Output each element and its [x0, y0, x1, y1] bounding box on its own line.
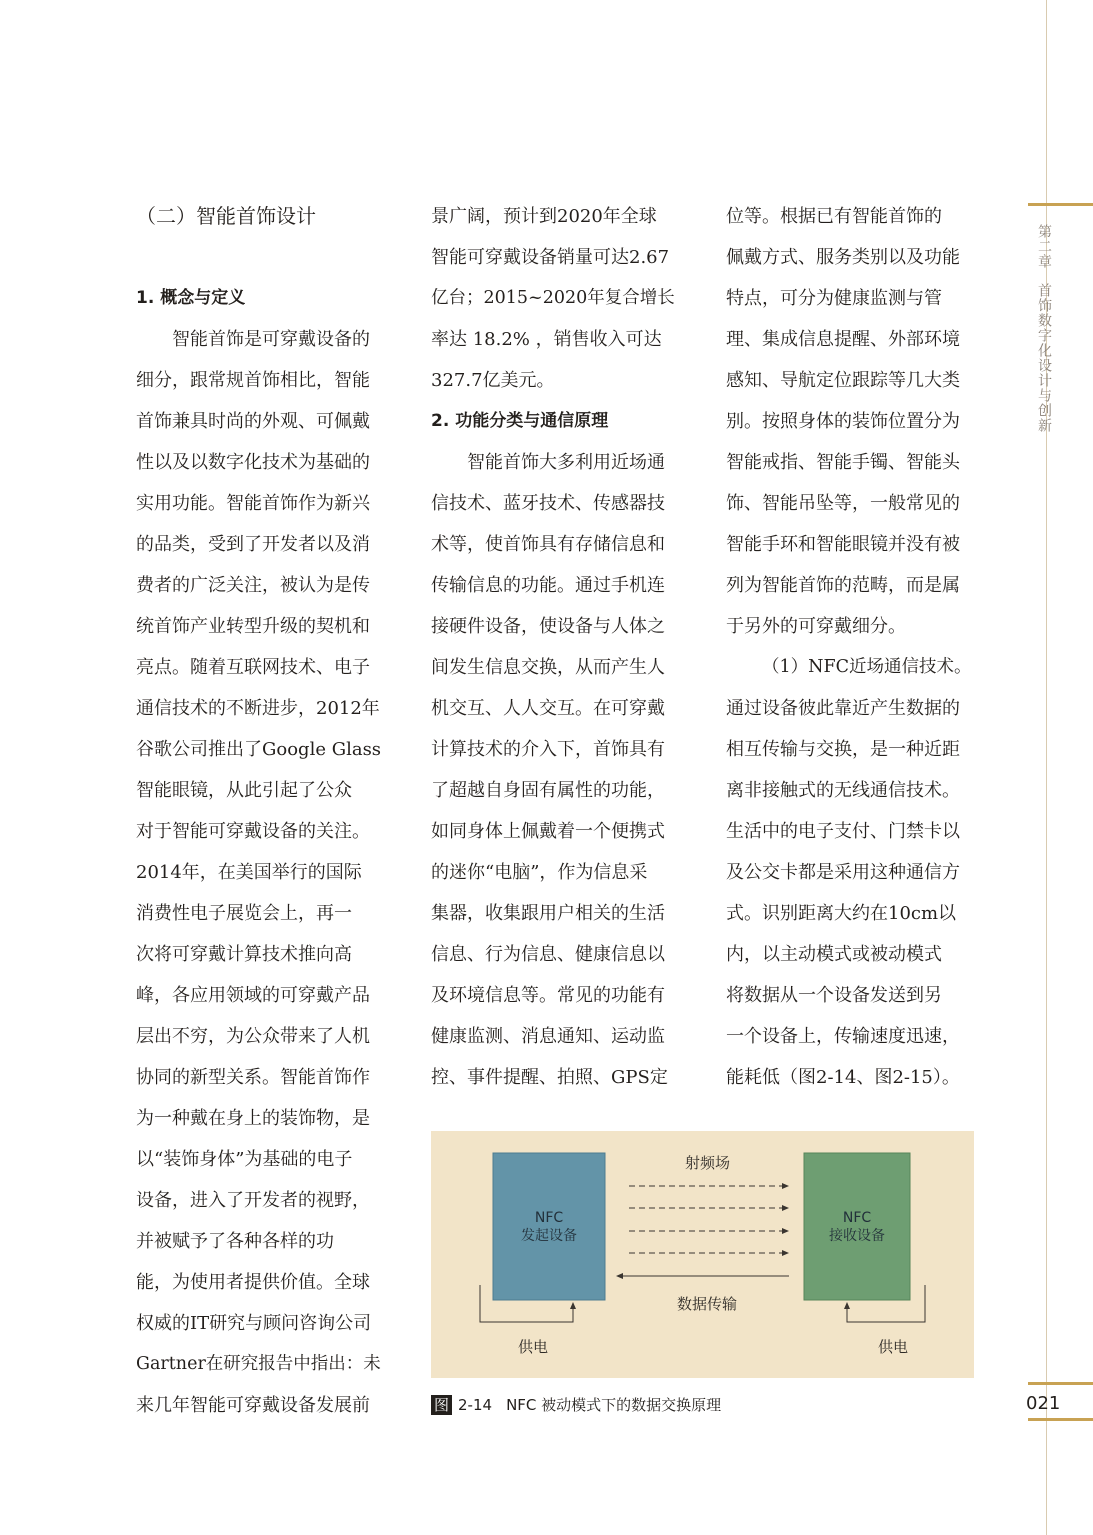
- text-line: 智能手环和智能眼镜并没有被: [726, 534, 960, 555]
- text-line: 细分，跟常规首饰相比，智能: [136, 370, 370, 391]
- text-line: 如同身体上佩戴着一个便携式: [431, 821, 665, 842]
- column-2: [431, 196, 681, 1098]
- gold-bar-top: [1028, 203, 1093, 206]
- text-line: 智能眼镜，从此引起了公众: [136, 780, 352, 801]
- text-line: 通过设备彼此靠近产生数据的: [726, 698, 960, 719]
- column-1: [136, 196, 386, 1426]
- text-line: 内，以主动模式或被动模式: [726, 944, 942, 965]
- text-line: 亮点。随着互联网技术、电子: [136, 657, 370, 678]
- column-3: [726, 196, 976, 1098]
- text-line: 的品类，受到了开发者以及消: [136, 534, 370, 555]
- subhead-definition: 1. 概念与定义: [136, 288, 246, 308]
- text-line: 别。按照身体的装饰位置分为: [726, 411, 960, 432]
- text-line: 来几年智能可穿戴设备发展前: [136, 1395, 370, 1416]
- text-line: 以“装饰身体”为基础的电子: [136, 1149, 353, 1170]
- rf-field-label: 射频场: [685, 1154, 731, 1172]
- figure-caption-text: NFC 被动模式下的数据交换原理: [506, 1396, 722, 1414]
- text-line: 信息、行为信息、健康信息以: [431, 944, 665, 965]
- text-line: 2014年，在美国举行的国际: [136, 862, 362, 883]
- text-line: 权威的IT研究与顾问咨询公司: [136, 1313, 372, 1334]
- text-line: 位等。根据已有智能首饰的: [726, 206, 942, 227]
- spacer: [136, 237, 386, 278]
- figure-caption: [431, 1394, 721, 1416]
- chapter-title: 首饰数字化设计与创新: [1036, 283, 1052, 433]
- text-line: 协同的新型关系。智能首饰作: [136, 1067, 370, 1088]
- text-line: 亿台；2015~2020年复合增长: [431, 288, 675, 308]
- page-number: 021: [1026, 1393, 1061, 1414]
- initiator-device-label-line2: 发起设备: [521, 1228, 577, 1244]
- text-line: 能耗低（图2-14、图2-15）。: [726, 1067, 960, 1088]
- target-device-label-line2: 接收设备: [829, 1228, 885, 1244]
- text-line: 并被赋予了各种各样的功: [136, 1231, 334, 1252]
- text-line: 消费性电子展览会上，再一: [136, 903, 352, 924]
- text-line: 智能戒指、智能手镯、智能头: [726, 452, 960, 473]
- text-line: 实用功能。智能首饰作为新兴: [136, 493, 370, 514]
- power-left-arrowhead: [570, 1302, 576, 1309]
- initiator-device-label: [493, 1209, 605, 1245]
- text-line: 离非接触式的无线通信技术。: [726, 780, 960, 801]
- text-line: 列为智能首饰的范畴，而是属: [726, 575, 960, 596]
- text-line: 机交互、人人交互。在可穿戴: [431, 698, 665, 719]
- text-line: 间发生信息交换，从而产生人: [431, 657, 665, 678]
- text-line: 了超越自身固有属性的功能，: [431, 780, 665, 801]
- figure-number: 2-14: [458, 1396, 493, 1414]
- chapter-tab: [1034, 224, 1054, 433]
- text-line: 能，为使用者提供价值。全球: [136, 1272, 370, 1293]
- text-line: 费者的广泛关注，被认为是传: [136, 575, 370, 596]
- text-line: 层出不穷，为公众带来了人机: [136, 1026, 370, 1047]
- text-line: 特点，可分为健康监测与管: [726, 288, 942, 309]
- text-line: 接硬件设备，使设备与人体之: [431, 616, 665, 637]
- text-line: 感知、导航定位跟踪等几大类: [726, 370, 960, 391]
- text-line: 及公交卡都是采用这种通信方: [726, 862, 960, 883]
- text-line: 率达 18.2% ，销售收入可达: [431, 329, 662, 350]
- text-line: 集器，收集跟用户相关的生活: [431, 903, 665, 924]
- text-line: 及环境信息等。常见的功能有: [431, 985, 665, 1006]
- text-line: 谷歌公司推出了Google Glass: [136, 739, 382, 760]
- text-line: 统首饰产业转型升级的契机和: [136, 616, 370, 637]
- text-line: 理、集成信息提醒、外部环境: [726, 329, 960, 350]
- text-line: 信技术、蓝牙技术、传感器技: [431, 493, 665, 514]
- rf-field-arrows: [629, 1186, 783, 1253]
- text-line: 性以及以数字化技术为基础的: [136, 452, 370, 473]
- text-line: Gartner在研究报告中指出：未: [136, 1354, 381, 1374]
- power-right-arrowhead: [844, 1302, 850, 1309]
- text-line: 次将可穿戴计算技术推向高: [136, 944, 352, 965]
- text-line: 首饰兼具时尚的外观、可佩戴: [136, 411, 370, 432]
- text-line: 327.7亿美元。: [431, 370, 555, 391]
- text-line: 相互传输与交换，是一种近距: [726, 739, 960, 760]
- text-line: 智能首饰大多利用近场通: [467, 452, 665, 473]
- power-right-label: 供电: [878, 1338, 909, 1356]
- nfc-diagram: [431, 1131, 974, 1378]
- text-line: 式。识别距离大约在10cm以: [726, 903, 957, 924]
- col2-body-b: [431, 442, 681, 1098]
- text-line: 对于智能可穿戴设备的关注。: [136, 821, 370, 842]
- target-device-label-line1: NFC: [842, 1210, 872, 1226]
- data-transfer-label: 数据传输: [677, 1295, 738, 1313]
- text-line: 于另外的可穿戴细分。: [726, 616, 906, 637]
- initiator-device-label-line1: NFC: [534, 1210, 564, 1226]
- text-line: 饰、智能吊坠等，一般常见的: [726, 493, 960, 514]
- text-line: 健康监测、消息通知、运动监: [431, 1026, 665, 1047]
- text-line: （1）NFC近场通信技术。: [762, 657, 972, 677]
- text-line: 峰，各应用领域的可穿戴产品: [136, 985, 370, 1006]
- chapter-label: 第二章: [1036, 224, 1052, 269]
- text-line: 生活中的电子支付、门禁卡以: [726, 821, 960, 842]
- section-title: （二）智能首饰设计: [136, 204, 316, 228]
- col3-body: [726, 196, 976, 1098]
- figure-mark: 图: [431, 1395, 452, 1415]
- target-device-label: [804, 1209, 910, 1245]
- gold-bar-page-num-bottom: [1028, 1418, 1093, 1421]
- text-line: 一个设备上，传输速度迅速，: [726, 1026, 960, 1047]
- text-line: 智能首饰是可穿戴设备的: [172, 329, 370, 350]
- text-line: 将数据从一个设备发送到另: [726, 985, 942, 1006]
- text-line: 佩戴方式、服务类别以及功能: [726, 247, 960, 268]
- col1-body: [136, 319, 386, 1426]
- text-line: 设备，进入了开发者的视野，: [136, 1190, 370, 1211]
- rf-field-arrowheads: [782, 1183, 789, 1256]
- text-line: 景广阔，预计到2020年全球: [431, 206, 657, 227]
- text-line: 智能可穿戴设备销量可达2.67: [431, 247, 670, 268]
- gold-bar-page-num-top: [1028, 1382, 1093, 1385]
- text-line: 通信技术的不断进步，2012年: [136, 698, 380, 719]
- text-line: 计算技术的介入下，首饰具有: [431, 739, 665, 760]
- power-left-label: 供电: [518, 1338, 549, 1356]
- text-line: 的迷你“电脑”，作为信息采: [431, 862, 648, 883]
- text-line: 术等，使首饰具有存储信息和: [431, 534, 665, 555]
- col2-body-a: [431, 196, 681, 401]
- subhead-function: 2. 功能分类与通信原理: [431, 411, 609, 431]
- text-line: 传输信息的功能。通过手机连: [431, 575, 665, 596]
- data-transfer-arrowhead: [616, 1273, 623, 1279]
- text-line: 为一种戴在身上的装饰物，是: [136, 1108, 370, 1129]
- text-line: 控、事件提醒、拍照、GPS定: [431, 1067, 668, 1088]
